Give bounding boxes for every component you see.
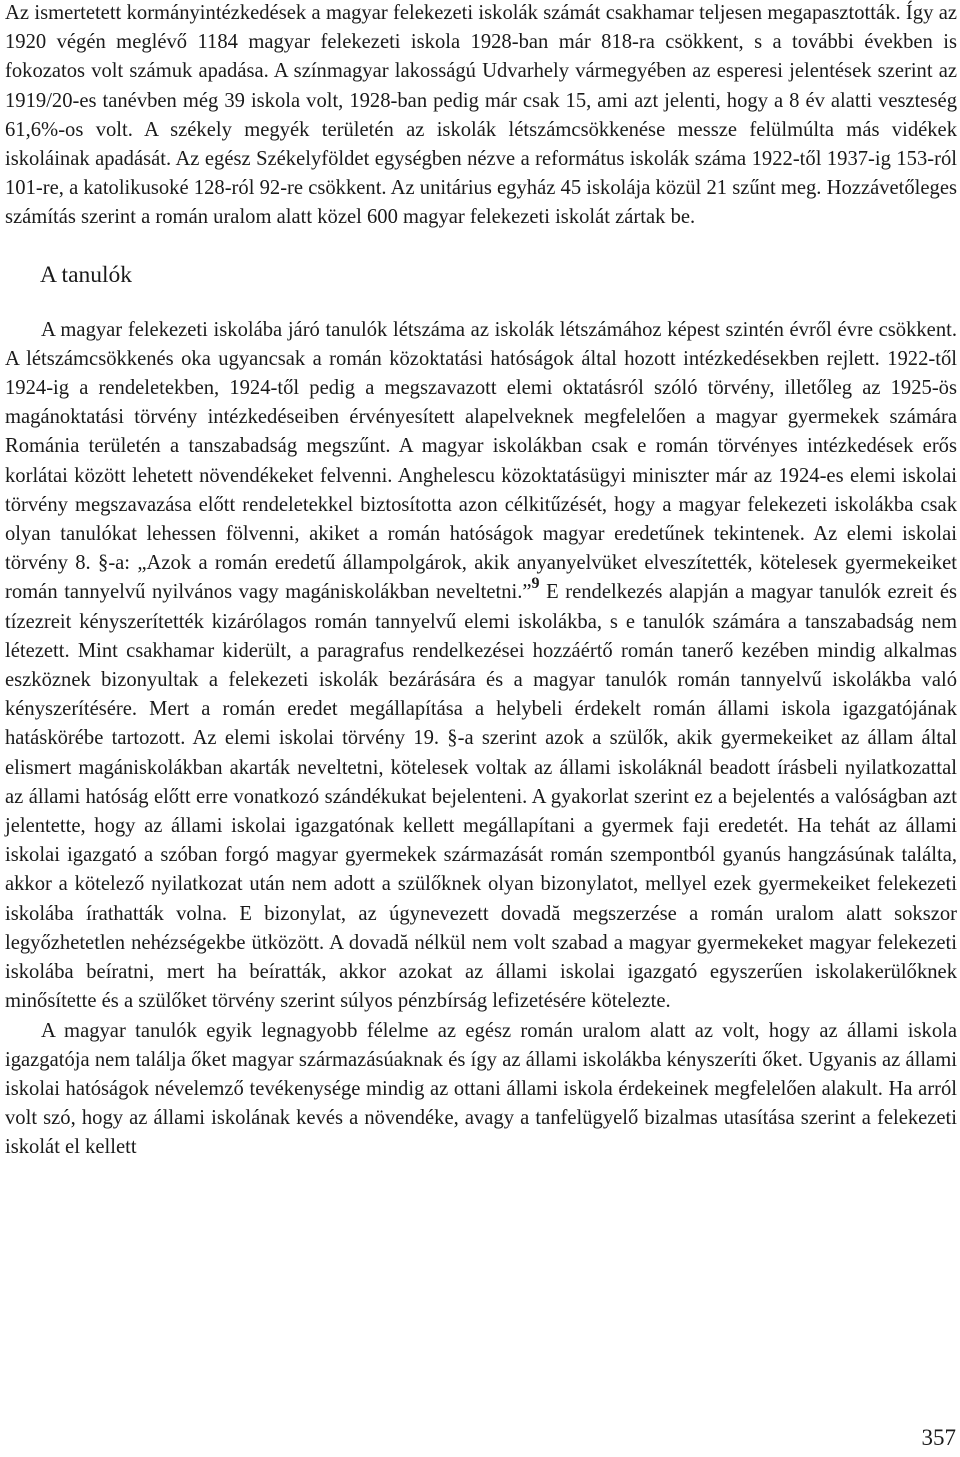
footnote-marker: 9 [531, 575, 540, 593]
paragraph: A magyar tanulók egyik legnagyobb félelme az egész román uralom alatt az volt, hogy az állami iskola igazgatója nem találja őket magyar származásúaknak és így az állami iskolákba kényszeríti őket. Ugyanis az állami iskolai hatóságok névelemző tevékenysége mindig az ottani állami iskola érdekeinek megfelelően alakult. Ha arról volt szó, hogy az állami iskolának kevés a növendéke, avagy a tanfelügyelő bizalmas utasítása szerint a felekezeti iskolát el kellett [5, 1019, 957, 1159]
paragraph-text: A magyar felekezeti iskolába járó tanulók létszáma az iskolák létszámához képest szintén évről évre csökkent. A létszámcsökkenés oka ugyancsak a román közoktatási hatóságok által hozott intézkedésekben rejlett. 1922-től 1924-ig a rendeletekben, 1924-től pedig a megszavazott elemi oktatásról szóló törvény, illetőleg az 1925-ös magánoktatási törvény intézkedéseiben érvényesített alapelveknek megfelelően a magyar gyermekek számára Románia területén a tanszabadság megszűnt. A magyar iskolákban csak e román törvényes intézkedések erős korlátai között lehetett növendékeket felvenni. Anghelescu közoktatásügyi miniszter már az 1924-es elemi iskolai törvény megszavazása előtt rendeletekkel biztosította azon célkitűzését, hogy a magyar felekezeti iskolákba csak olyan tanulókat lehessen fölvenni, akiket a román hatóságok magyar eredetűnek tekintenek. Az elemi iskolai törvény 8. §-a: „Azok a román eredetű állampolgárok, akik anyanyelvüket elveszítették, kötelesek gyermekeiket román tannyelvű nyilvános vagy magániskolákban neveltetni.” [5, 318, 957, 604]
paragraph-text: E rendelkezés alapján a magyar tanulók ezreit és tízezreit kényszerítették kizárólagos román tannyelvű elemi iskolákba, s e tanulók számára a tanszabadság nem létezett. Mint csakhamar kiderült, a paragrafus rendelkezései hozzáértő román tanerő kezében mindig alkalmas eszköznek bizonyultak a felekezeti iskolák bezárására és a magyar tanulók román tannyelvű iskolákba való kényszerítésére. Mert a román eredet megállapítása a helybeli érdekelt román állami iskola igazgatójának hatáskörébe tartozott. Az elemi iskolai törvény 19. §-a szerint azok a szülők, akik gyermekeiket az állam által elismert magániskolákban akarták neveltetni, kötelesek voltak az állami iskoláknál beadott írásbeli nyilatkozattal az állami hatóság előtt erre vonatkozó szándékukat bejelenteni. A gyakorlat szerint ez a bejelentés a valóságban azt jelentette, hogy az állami iskolai igazgatónak kellett megállapítani a gyermek faji eredetét. Ha tehát az állami iskolai igazgató a szóban forgó magyar gyermekek származását román szempontból gyanús hangzásúnak találta, akkor a kötelező nyilatkozat után nem adott a szülőknek olyan bizonylatot, mellyel ezek gyermekeiket felekezeti iskolába írathatták volna. E bizonylat, az úgynevezett dovadă megszerzése a román uralom alatt sokszor legyőzhetetlen nehézségekbe ütközött. A dovadă nélkül nem volt szabad a magyar gyermekeket magyar felekezeti iskolába beíratni, mert ha beíratták, akkor azokat az állami iskolai igazgató egyszerűen iskolakerülőknek minősítette és a szülőket törvény szerint súlyos pénzbírság lefizetésére kötelezte. [5, 581, 958, 1013]
page-number: 357 [921, 1425, 956, 1450]
paragraph [5, 316, 957, 1017]
paragraph: Az ismertetett kormányintézkedések a magyar felekezeti iskolák számát csakhamar teljesen megapasztották. Így az 1920 végén meglévő 1184 magyar felekezeti iskola 1928-ban már 818-ra csökkent, s a további években is fokozatos volt számuk apadása. A színmagyar lakosságú Udvarhely vármegyében az esperesi jelentések szerint az 1919/20-es tanévben még 39 iskola volt, 1928-ban pedig már csak 15, ami azt jelenti, hogy a 8 év alatti veszteség 61,6%-os volt. A székely megyék területén az iskolák létszámcsökkenése messze felülmúlta más vidékek iskoláinak apadását. Az egész Székelyföldet egységben nézve a református iskolák száma 1922-től 1937-ig 153-ról 101-re, a katolikusoké 128-ról 92-re csökkent. Az unitárius egyház 45 iskolája közül 21 szűnt meg. Hozzávetőleges számítás szerint a román uralom alatt közel 600 magyar felekezeti iskolát zártak be. [5, 2, 957, 229]
section-heading: A tanulók [40, 261, 133, 288]
document-page [5, 0, 957, 1163]
heading-spacer [5, 290, 957, 316]
